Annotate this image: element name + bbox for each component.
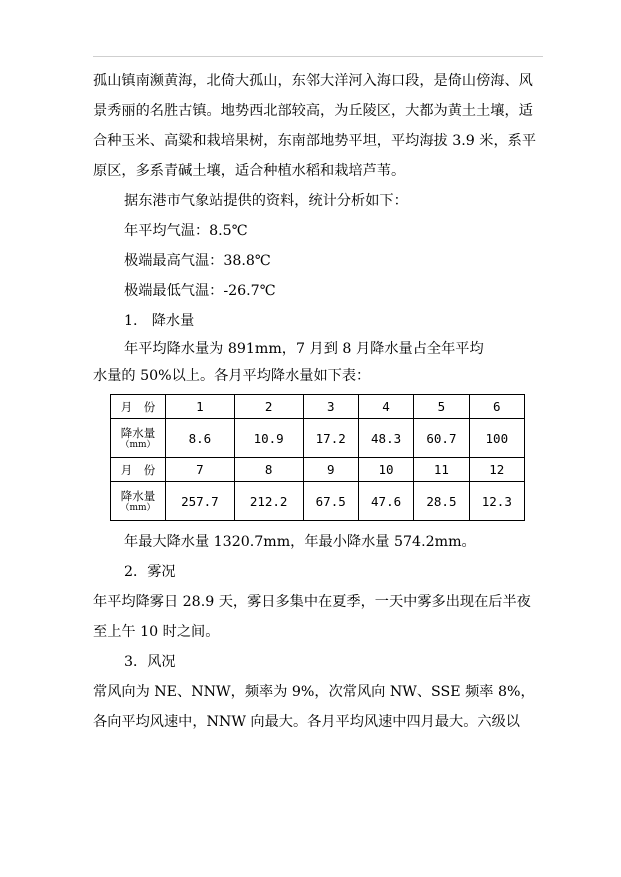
rainfall-header-label: 降水量 — [120, 488, 156, 503]
month-cell: 6 — [469, 395, 524, 419]
rainfall-value-cell: 8.6 — [166, 419, 235, 458]
section-2-heading: 2．雾况 — [124, 564, 176, 580]
rainfall-value-cell: 12.3 — [469, 482, 524, 521]
table-row-values — [111, 482, 525, 521]
rainfall-header-cell — [111, 419, 166, 458]
paragraph-intro: 据东港市气象站提供的资料，统计分析如下： — [124, 193, 408, 209]
month-cell: 9 — [303, 458, 358, 482]
rainfall-value-cell: 10.9 — [234, 419, 303, 458]
table-row-months — [111, 458, 525, 482]
rainfall-value-cell: 67.5 — [303, 482, 358, 521]
section-1-heading: 1. 降水量 — [124, 313, 195, 329]
rainfall-value-cell: 47.6 — [358, 482, 413, 521]
temp-min: 极端最低气温：-26.7℃ — [124, 283, 276, 299]
section-3-heading: 3．风况 — [124, 654, 176, 670]
rainfall-value-cell: 28.5 — [414, 482, 469, 521]
month-cell: 3 — [303, 395, 358, 419]
rainfall-table — [110, 394, 525, 521]
month-cell: 8 — [234, 458, 303, 482]
table-row-values — [111, 419, 525, 458]
table-row-months — [111, 395, 525, 419]
temp-avg: 年平均气温：8.5℃ — [124, 223, 248, 239]
rainfall-value-cell: 17.2 — [303, 419, 358, 458]
rainfall-header-unit: （mm） — [120, 439, 156, 450]
month-cell: 10 — [358, 458, 413, 482]
paragraph-geography: 孤山镇南濒黄海，北倚大孤山，东邻大洋河入海口段，是倚山傍海、风景秀丽的名胜古镇。地势西北部较高，为丘陵区，大都为黄土土壤，适合种玉米、高粱和栽培果树，东南部地势平坦，平均海拔 3.9 米，系平原区，多系青碱土壤，适合种植水稻和栽培芦苇。 — [93, 73, 537, 179]
rainfall-value-cell: 212.2 — [234, 482, 303, 521]
rainfall-value-cell: 60.7 — [414, 419, 469, 458]
month-cell: 1 — [166, 395, 235, 419]
section-3-text: 常风向为 NE、NNW，频率为 9%，次常风向 NW、SSE 频率 8%，各向平均风速中，NNW 向最大。各月平均风速中四月最大。六级以 — [93, 684, 535, 730]
month-header-cell: 月 份 — [111, 458, 166, 482]
rainfall-header-cell — [111, 482, 166, 521]
section-1-text-line2: 水量的 50%以上。各月平均降水量如下表： — [93, 368, 371, 384]
month-header-cell: 月 份 — [111, 395, 166, 419]
rainfall-table-body — [111, 395, 525, 521]
rainfall-value-cell: 257.7 — [166, 482, 235, 521]
month-cell: 4 — [358, 395, 413, 419]
rainfall-header-unit: （mm） — [120, 502, 156, 513]
temp-max: 极端最高气温：38.8℃ — [124, 253, 271, 269]
rainfall-header-label: 降水量 — [120, 425, 156, 440]
document-page — [93, 66, 545, 737]
month-cell: 11 — [414, 458, 469, 482]
rainfall-value-cell: 48.3 — [358, 419, 413, 458]
header-rule — [93, 56, 543, 57]
section-1-text-line1: 年平均降水量为 891mm，7 月到 8 月降水量占全年平均 — [124, 341, 484, 357]
month-cell: 5 — [414, 395, 469, 419]
month-cell: 7 — [166, 458, 235, 482]
month-cell: 12 — [469, 458, 524, 482]
rainfall-value-cell: 100 — [469, 419, 524, 458]
month-cell: 2 — [234, 395, 303, 419]
section-2-text: 年平均降雾日 28.9 天，雾日多集中在夏季，一天中雾多出现在后半夜至上午 10 时之间。 — [93, 594, 531, 640]
rain-extremes: 年最大降水量 1320.7mm，年最小降水量 574.2mm。 — [124, 534, 476, 550]
